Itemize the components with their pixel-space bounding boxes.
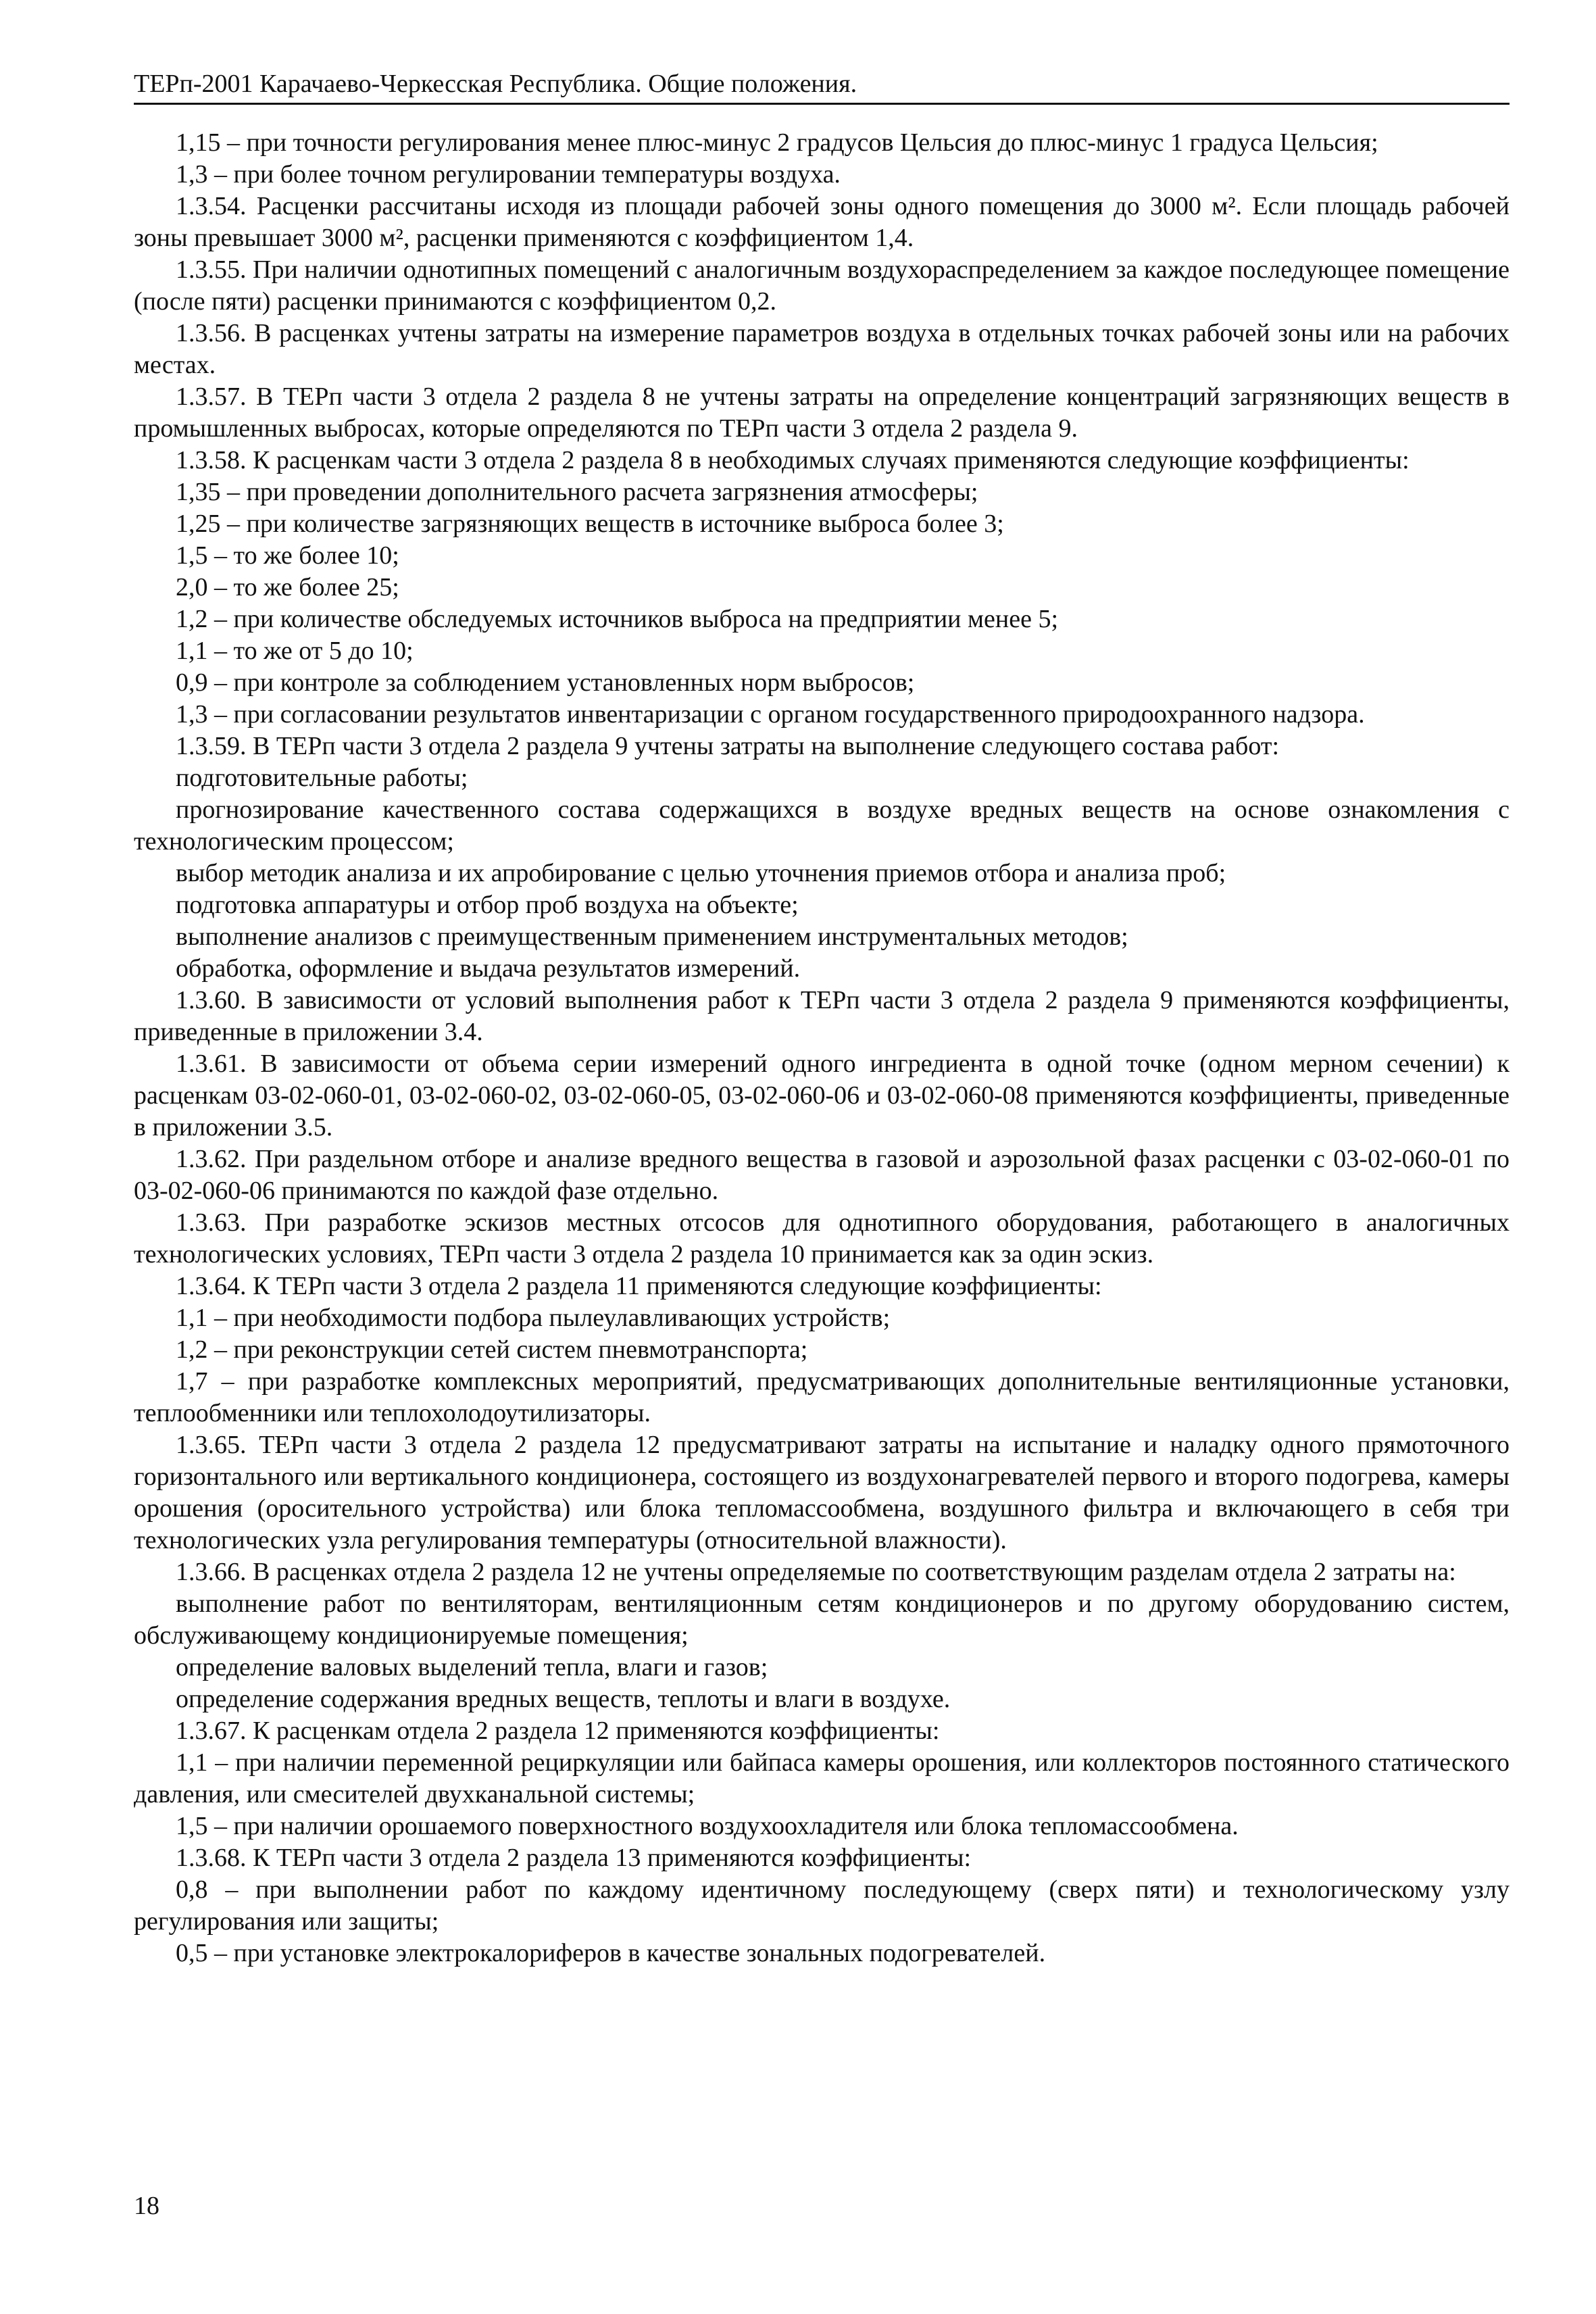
paragraph: 1.3.65. ТЕРп части 3 отдела 2 раздела 12 предусматривают затраты на испытание и наладку одного прямоточного горизонтального или вертикального кондиционера, состоящего из воздухонагревателей первого и второго подогрева, камеры орошения (оросительного устройства) или блока тепломассообмена, воздушного фильтра и включающего в себя три технологических узла регулирования температуры (относительной влажности). bbox=[134, 1431, 1510, 1554]
paragraph: 1,1 – то же от 5 до 10; bbox=[176, 637, 414, 665]
paragraph: прогнозирование качественного состава содержащихся в воздухе вредных веществ на основе ознакомления с технологическим процессом; bbox=[134, 795, 1510, 856]
paragraph: подготовка аппаратуры и отбор проб воздуха на объекте; bbox=[176, 891, 799, 919]
paragraph: 0,8 – при выполнении работ по каждому идентичному последующему (сверх пяти) и технологическому узлу регулирования или защиты; bbox=[134, 1875, 1510, 1936]
paragraph: 1,35 – при проведении дополнительного расчета загрязнения атмосферы; bbox=[176, 478, 978, 506]
paragraph: 1,3 – при более точном регулировании температуры воздуха. bbox=[176, 160, 841, 189]
paragraph: 1,2 – при количестве обследуемых источников выброса на предприятии менее 5; bbox=[176, 605, 1059, 633]
paragraph: определение валовых выделений тепла, влаги и газов; bbox=[176, 1653, 768, 1681]
body-text bbox=[134, 127, 1510, 1969]
paragraph: 1,5 – при наличии орошаемого поверхностного воздухоохладителя или блока тепломассообмена. bbox=[176, 1812, 1239, 1840]
paragraph: обработка, оформление и выдача результатов измерений. bbox=[176, 954, 801, 983]
paragraph: подготовительные работы; bbox=[176, 764, 468, 792]
paragraph: 1.3.55. При наличии однотипных помещений с аналогичным воздухораспределением за каждое последующее помещение (после пяти) расценки принимаются с коэффициентом 0,2. bbox=[134, 255, 1510, 316]
paragraph: 1.3.63. При разработке эскизов местных отсосов для однотипного оборудования, работающего в аналогичных технологических условиях, ТЕРп части 3 отдела 2 раздела 10 принимается как за один эскиз. bbox=[134, 1208, 1510, 1269]
paragraph: 1.3.67. К расценкам отдела 2 раздела 12 применяются коэффициенты: bbox=[176, 1717, 940, 1745]
paragraph: 1,1 – при наличии переменной рециркуляции или байпаса камеры орошения, или коллекторов постоянного статического давления, или смесителей двухканальной системы; bbox=[134, 1748, 1510, 1808]
paragraph: 1.3.56. В расценках учтены затраты на измерение параметров воздуха в отдельных точках рабочей зоны или на рабочих местах. bbox=[134, 319, 1510, 379]
page-number: 18 bbox=[134, 2192, 159, 2220]
paragraph: 1.3.57. В ТЕРп части 3 отдела 2 раздела 8 не учтены затраты на определение концентраций загрязняющих веществ в промышленных выбросах, которые определяются по ТЕРп части 3 отдела 2 раздела 9. bbox=[134, 383, 1510, 443]
paragraph: 1.3.54. Расценки рассчитаны исходя из площади рабочей зоны одного помещения до 3000 м². Если площадь рабочей зоны превышает 3000 м², расценки применяются с коэффициентом 1,4. bbox=[134, 192, 1510, 252]
paragraph: 1.3.62. При раздельном отборе и анализе вредного вещества в газовой и аэрозольной фазах расценки с 03-02-060-01 по 03-02-060-06 принимаются по каждой фазе отдельно. bbox=[134, 1145, 1510, 1205]
paragraph: выбор методик анализа и их апробирование с целью уточнения приемов отбора и анализа проб; bbox=[176, 859, 1226, 887]
paragraph: выполнение анализов с преимущественным применением инструментальных методов; bbox=[176, 922, 1128, 951]
paragraph: 1.3.64. К ТЕРп части 3 отдела 2 раздела 11 применяются следующие коэффициенты: bbox=[176, 1272, 1102, 1300]
paragraph: 1,3 – при согласовании результатов инвентаризации с органом государственного природоохранного надзора. bbox=[176, 700, 1365, 729]
paragraph: 1.3.59. В ТЕРп части 3 отдела 2 раздела 9 учтены затраты на выполнение следующего состава работ: bbox=[176, 732, 1279, 760]
paragraph: определение содержания вредных веществ, теплоты и влаги в воздухе. bbox=[176, 1685, 951, 1713]
paragraph: 1.3.66. В расценках отдела 2 раздела 12 не учтены определяемые по соответствующим разделам отдела 2 затраты на: bbox=[176, 1558, 1456, 1586]
paragraph: 1,25 – при количестве загрязняющих веществ в источнике выброса более 3; bbox=[176, 510, 1004, 538]
paragraph: 1.3.60. В зависимости от условий выполнения работ к ТЕРп части 3 отдела 2 раздела 9 применяются коэффициенты, приведенные в приложении 3.4. bbox=[134, 986, 1510, 1046]
paragraph: 2,0 – то же более 25; bbox=[176, 573, 399, 601]
paragraph: 1.3.68. К ТЕРп части 3 отдела 2 раздела 13 применяются коэффициенты: bbox=[176, 1844, 972, 1872]
paragraph: 0,9 – при контроле за соблюдением установленных норм выбросов; bbox=[176, 668, 915, 697]
paragraph: 1,5 – то же более 10; bbox=[176, 541, 399, 570]
paragraph: 1,7 – при разработке комплексных мероприятий, предусматривающих дополнительные вентиляционные установки, теплообменники или теплохолодоутилизаторы. bbox=[134, 1367, 1510, 1427]
paragraph: 1.3.61. В зависимости от объема серии измерений одного ингредиента в одной точке (одном мерном сечении) к расценкам 03-02-060-01, 03-02-060-02, 03-02-060-05, 03-02-060-06 и 03-02-060-08 применяются коэффициенты, приведенные в приложении 3.5. bbox=[134, 1050, 1510, 1141]
paragraph: 1,1 – при необходимости подбора пылеулавливающих устройств; bbox=[176, 1304, 891, 1332]
paragraph: 0,5 – при установке электрокалориферов в качестве зональных подогревателей. bbox=[176, 1939, 1046, 1967]
running-header: ТЕРп-2001 Карачаево-Черкесская Республика. Общие положения. bbox=[134, 68, 1510, 105]
paragraph: 1,2 – при реконструкции сетей систем пневмотранспорта; bbox=[176, 1335, 808, 1364]
paragraph: выполнение работ по вентиляторам, вентиляционным сетям кондиционеров и по другому оборудованию систем, обслуживающему кондиционируемые помещения; bbox=[134, 1590, 1510, 1650]
paragraph: 1,15 – при точности регулирования менее плюс-минус 2 градусов Цельсия до плюс-минус 1 градуса Цельсия; bbox=[176, 128, 1378, 157]
paragraph: 1.3.58. К расценкам части 3 отдела 2 раздела 8 в необходимых случаях применяются следующие коэффициенты: bbox=[176, 446, 1410, 474]
